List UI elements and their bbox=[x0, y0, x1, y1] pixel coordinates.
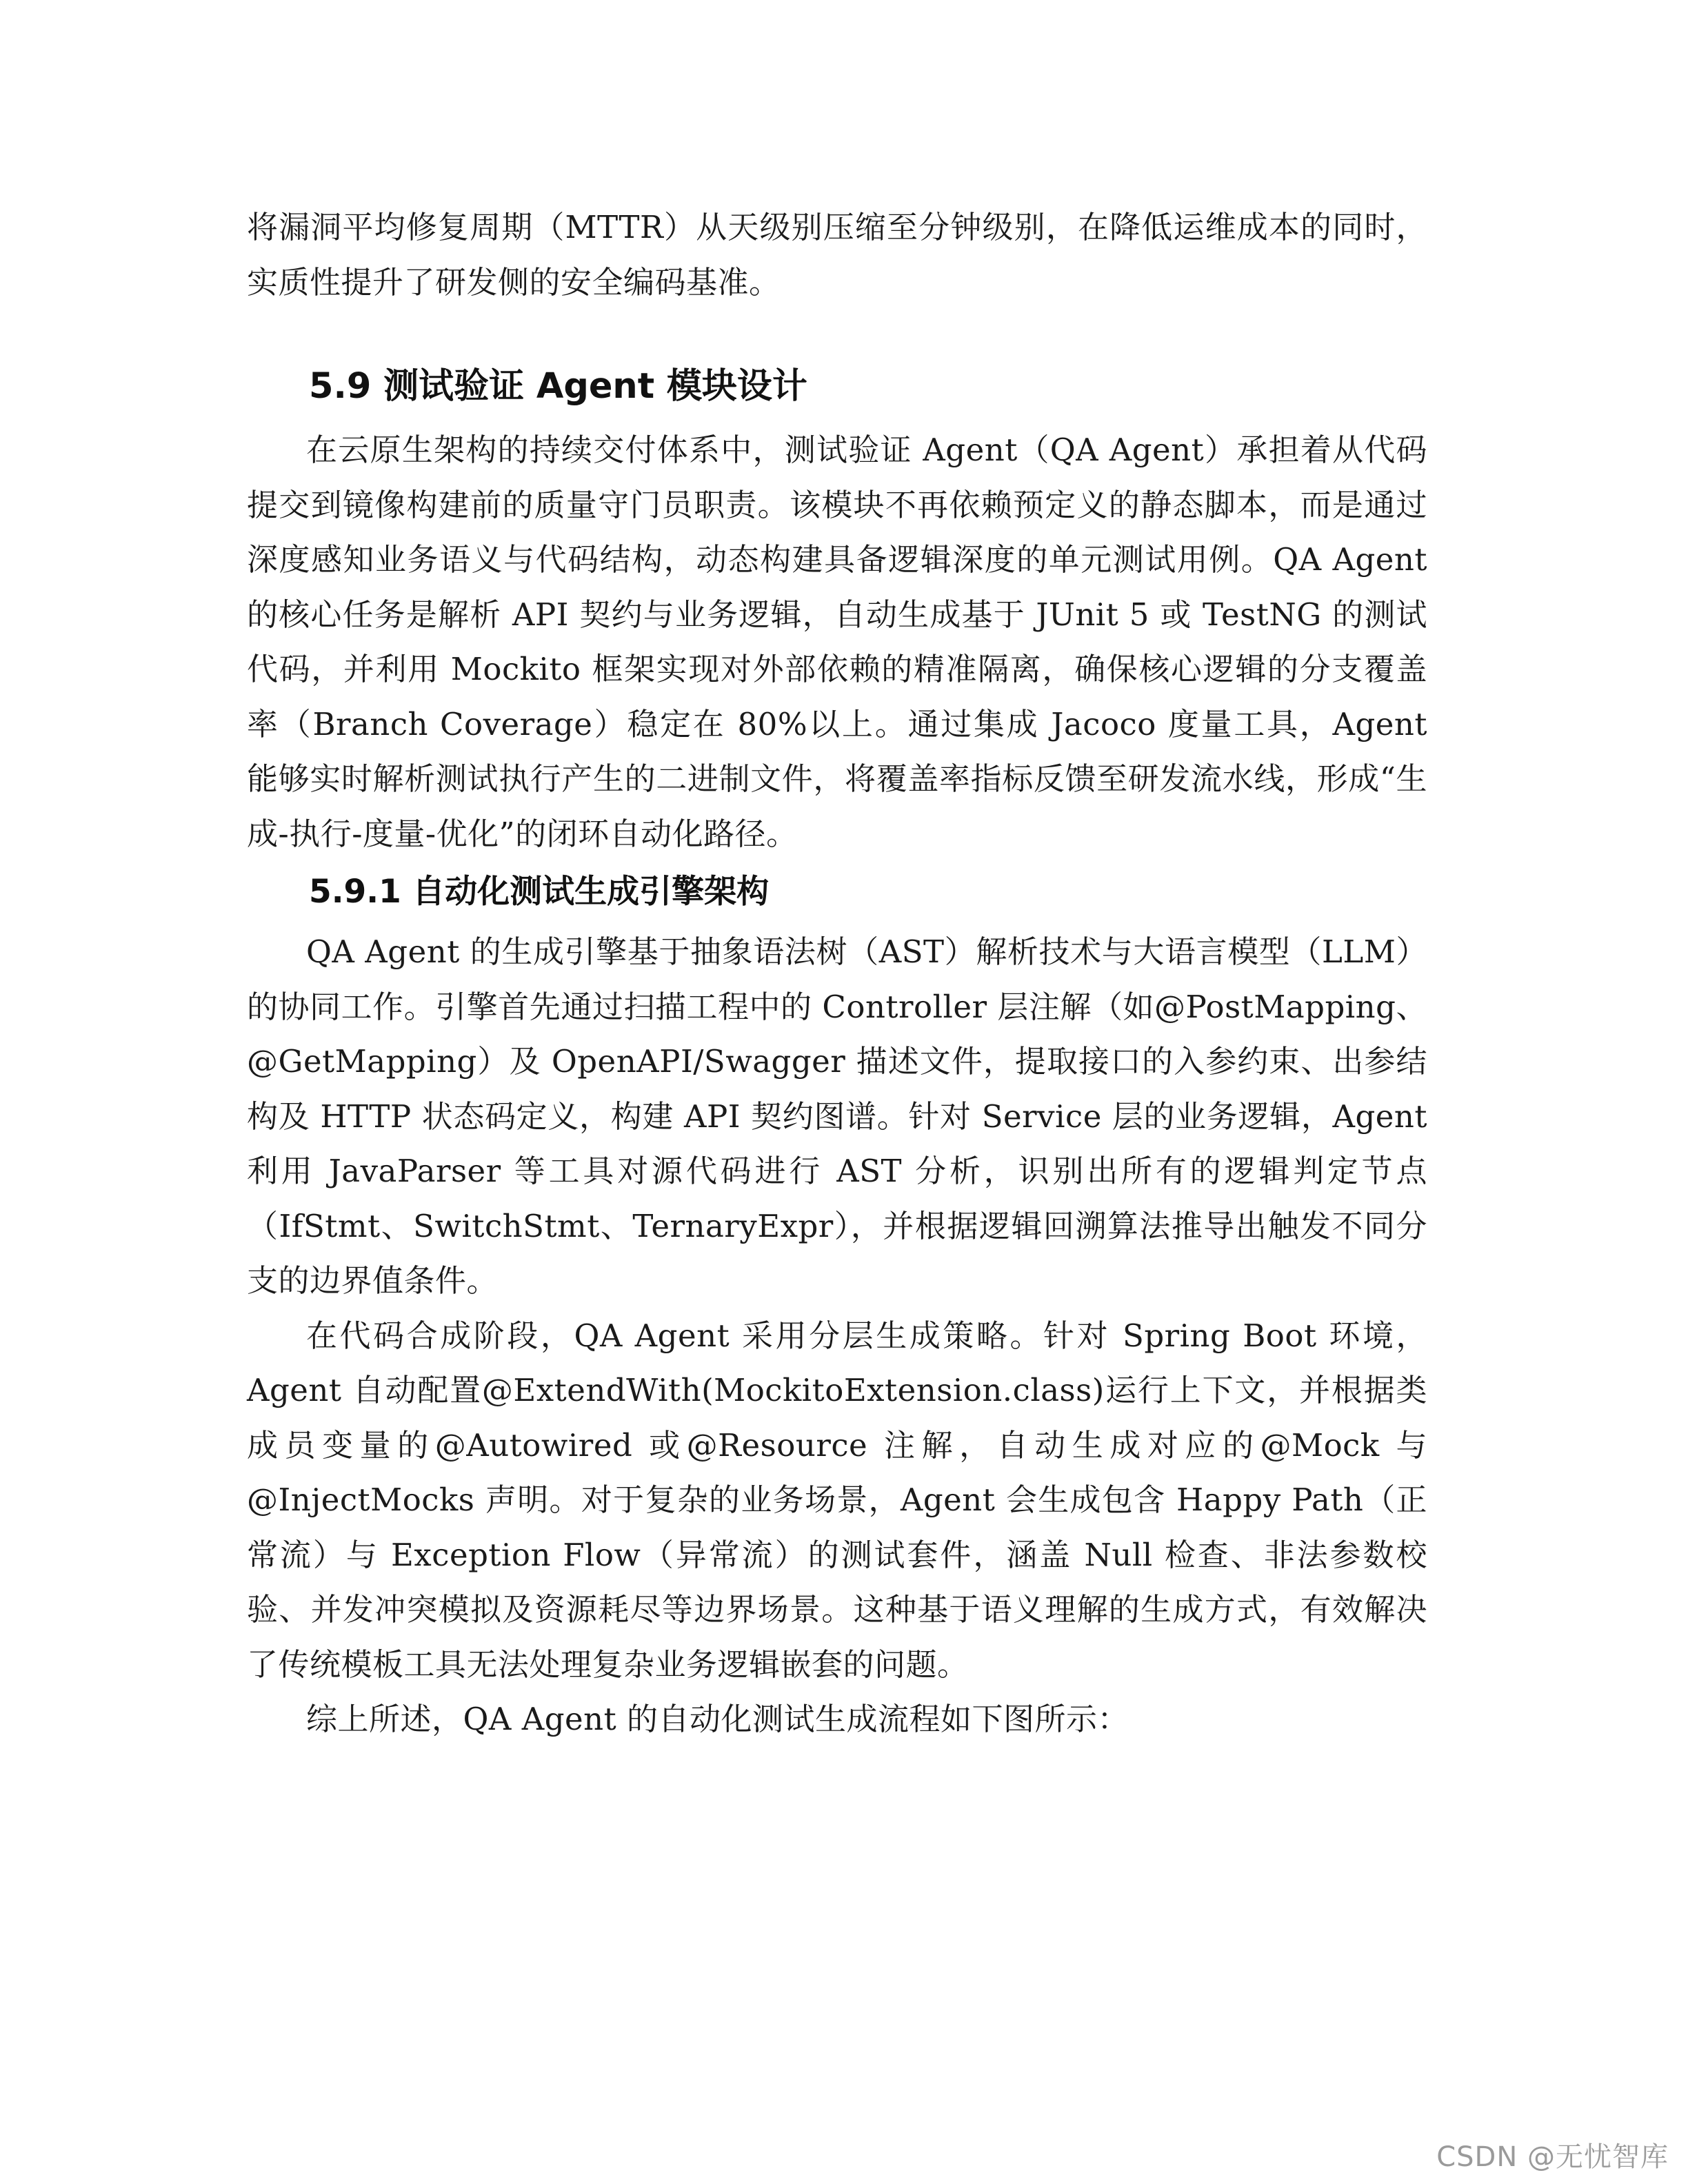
subsection-paragraph-2: 在代码合成阶段，QA Agent 采用分层生成策略。针对 Spring Boot 环境，Agent 自动配置@ExtendWith(MockitoExtension.class)运行上下文，并根据类成员变量的@Autowired 或@Resource 注解，自动生成对应的@Mock 与@InjectMocks 声明。对于复杂的业务场景，Agent 会生成包含 Happy Path（正常流）与 Exception Flow（异常流）的测试套件，涵盖 Null 检查、非法参数校验、并发冲突模拟及资源耗尽等边界场景。这种基于语义理解的生成方式，有效解决了传统模板工具无法处理复杂业务逻辑嵌套的问题。 bbox=[247, 1317, 1427, 1683]
section-heading: 5.9 测试验证 Agent 模块设计 bbox=[309, 366, 807, 407]
document-page bbox=[247, 200, 1427, 1747]
watermark: CSDN @无忧智库 bbox=[1436, 2141, 1669, 2173]
subsection-paragraph-1: QA Agent 的生成引擎基于抽象语法树（AST）解析技术与大语言模型（LLM）的协同工作。引擎首先通过扫描工程中的 Controller 层注解（如@PostMapping、@GetMapping）及 OpenAPI/Swagger 描述文件，提取接口的入参约束、出参结构及 HTTP 状态码定义，构建 API 契约图谱。针对 Service 层的业务逻辑，Agent 利用 JavaParser 等工具对源代码进行 AST 分析，识别出所有的逻辑判定节点（IfStmt、SwitchStmt、TernaryExpr），并根据逻辑回溯算法推导出触发不同分支的边界值条件。 bbox=[247, 933, 1428, 1299]
subsection-heading: 5.9.1 自动化测试生成引擎架构 bbox=[309, 873, 770, 911]
intro-paragraph: 将漏洞平均修复周期（MTTR）从天级别压缩至分钟级别，在降低运维成本的同时，实质性提升了研发侧的安全编码基准。 bbox=[247, 209, 1427, 301]
subsection-paragraph-3: 综上所述，QA Agent 的自动化测试生成流程如下图所示： bbox=[306, 1701, 1129, 1737]
section-paragraph: 在云原生架构的持续交付体系中，测试验证 Agent（QA Agent）承担着从代码提交到镜像构建前的质量守门员职责。该模块不再依赖预定义的静态脚本，而是通过深度感知业务语义与代码结构，动态构建具备逻辑深度的单元测试用例。QA Agent 的核心任务是解析 API 契约与业务逻辑，自动生成基于 JUnit 5 或 TestNG 的测试代码，并利用 Mockito 框架实现对外部依赖的精准隔离，确保核心逻辑的分支覆盖率（Branch Coverage）稳定在 80%以上。通过集成 Jacoco 度量工具，Agent 能够实时解析测试执行产生的二进制文件，将覆盖率指标反馈至研发流水线，形成“生成-执行-度量-优化”的闭环自动化路径。 bbox=[247, 432, 1427, 852]
